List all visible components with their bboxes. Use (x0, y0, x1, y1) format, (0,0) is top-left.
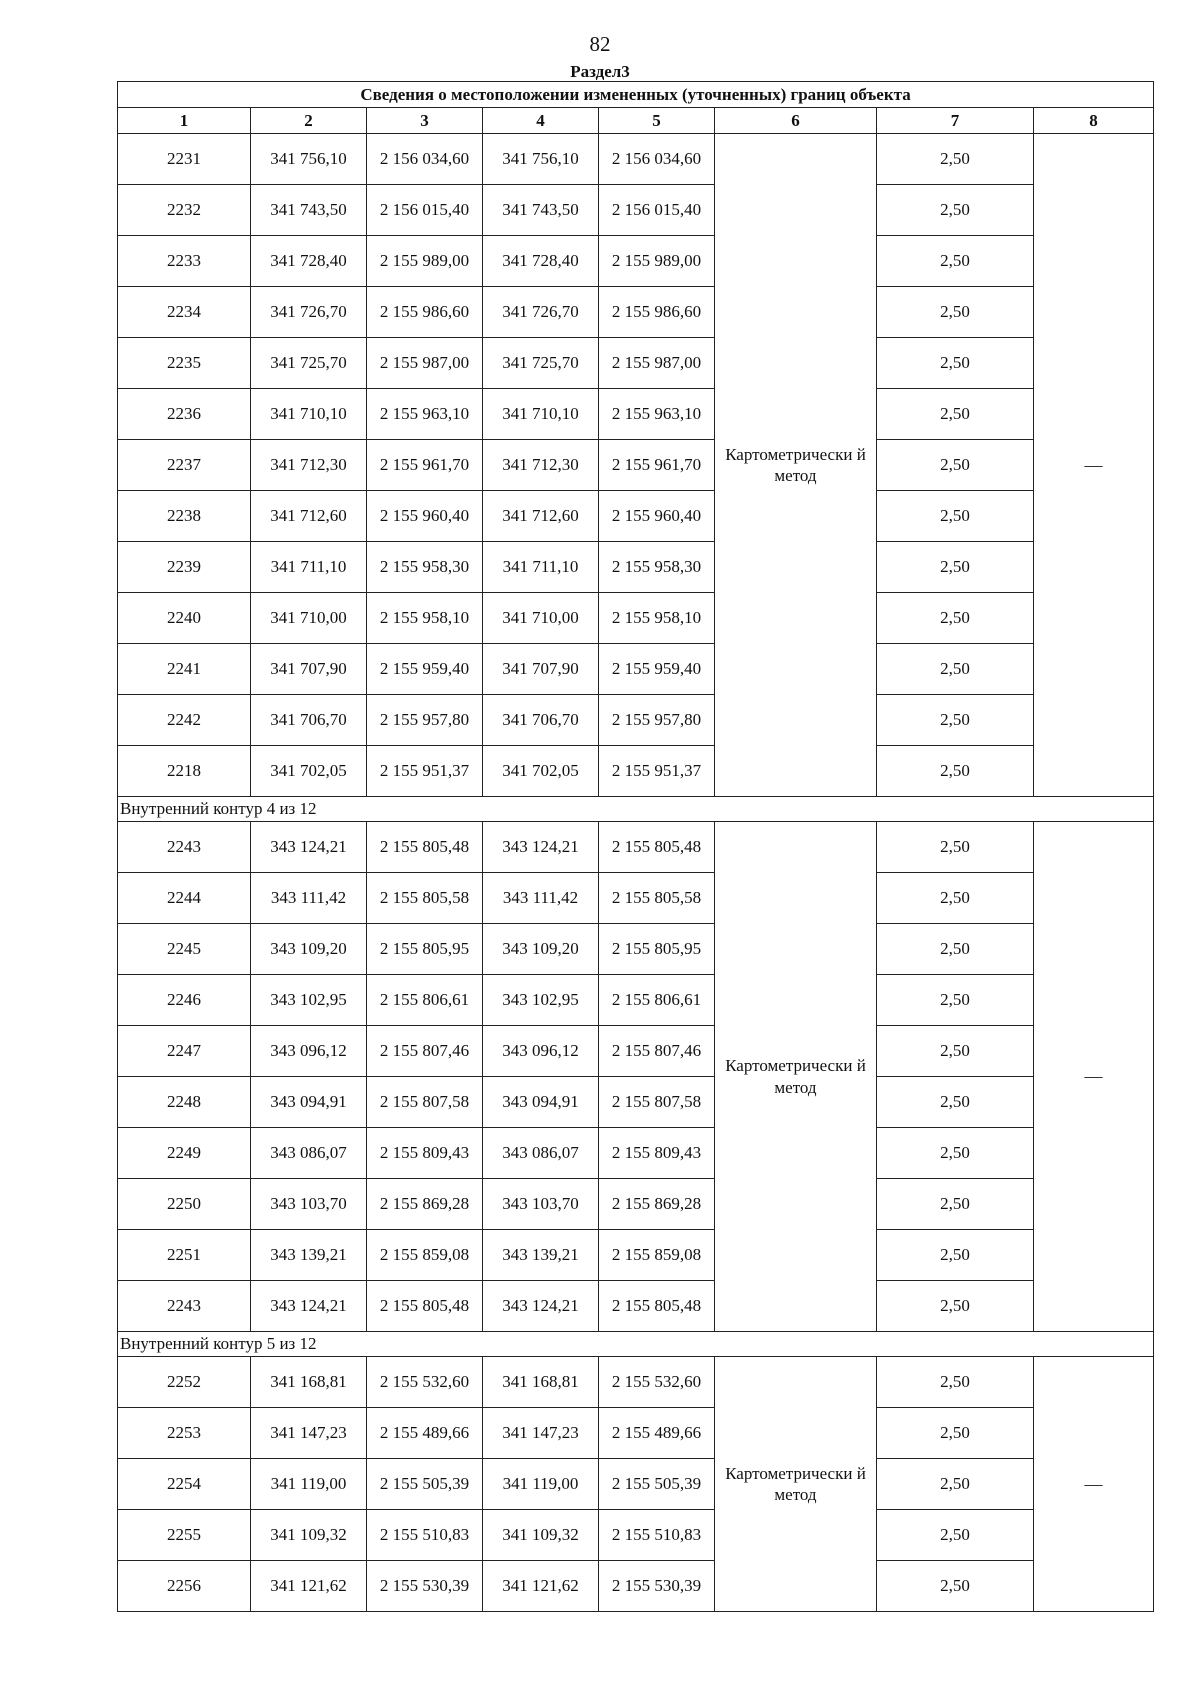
table-row (118, 1077, 1154, 1128)
column-8-cell: — (1034, 134, 1154, 797)
column-number: 7 (877, 108, 1034, 134)
y-coordinate: 2 156 015,40 (367, 185, 483, 236)
y-coordinate: 2 155 489,66 (367, 1408, 483, 1459)
x-coordinate-refined: 343 139,21 (483, 1230, 599, 1281)
method-cell: Картометрически й метод (715, 1357, 877, 1612)
column-number: 3 (367, 108, 483, 134)
x-coordinate: 341 743,50 (251, 185, 367, 236)
y-coordinate-refined: 2 155 809,43 (599, 1128, 715, 1179)
contour-title: Внутренний контур 5 из 12 (118, 1332, 1154, 1357)
y-coordinate-refined: 2 155 958,10 (599, 593, 715, 644)
accuracy-value: 2,50 (877, 1077, 1034, 1128)
y-coordinate-refined: 2 155 951,37 (599, 746, 715, 797)
x-coordinate: 343 124,21 (251, 822, 367, 873)
accuracy-value: 2,50 (877, 695, 1034, 746)
point-number: 2251 (118, 1230, 251, 1281)
x-coordinate-refined: 341 702,05 (483, 746, 599, 797)
column-number: 2 (251, 108, 367, 134)
contour-header-row (118, 1332, 1154, 1357)
column-number: 1 (118, 108, 251, 134)
column-number: 4 (483, 108, 599, 134)
point-number: 2234 (118, 287, 251, 338)
x-coordinate-refined: 341 711,10 (483, 542, 599, 593)
x-coordinate: 341 756,10 (251, 134, 367, 185)
accuracy-value: 2,50 (877, 338, 1034, 389)
x-coordinate: 341 109,32 (251, 1510, 367, 1561)
x-coordinate: 341 119,00 (251, 1459, 367, 1510)
x-coordinate-refined: 341 119,00 (483, 1459, 599, 1510)
x-coordinate-refined: 341 743,50 (483, 185, 599, 236)
y-coordinate: 2 155 951,37 (367, 746, 483, 797)
y-coordinate: 2 155 989,00 (367, 236, 483, 287)
point-number: 2247 (118, 1026, 251, 1077)
y-coordinate-refined: 2 156 034,60 (599, 134, 715, 185)
y-coordinate-refined: 2 155 806,61 (599, 975, 715, 1026)
y-coordinate: 2 155 958,10 (367, 593, 483, 644)
x-coordinate-refined: 341 147,23 (483, 1408, 599, 1459)
y-coordinate-refined: 2 155 986,60 (599, 287, 715, 338)
x-coordinate: 341 147,23 (251, 1408, 367, 1459)
accuracy-value: 2,50 (877, 134, 1034, 185)
x-coordinate-refined: 341 726,70 (483, 287, 599, 338)
x-coordinate: 343 109,20 (251, 924, 367, 975)
point-number: 2244 (118, 873, 251, 924)
contour-header-row (118, 797, 1154, 822)
table-row (118, 134, 1154, 185)
accuracy-value: 2,50 (877, 1408, 1034, 1459)
y-coordinate-refined: 2 155 960,40 (599, 491, 715, 542)
point-number: 2239 (118, 542, 251, 593)
y-coordinate: 2 155 963,10 (367, 389, 483, 440)
point-number: 2235 (118, 338, 251, 389)
point-number: 2237 (118, 440, 251, 491)
column-number: 6 (715, 108, 877, 134)
point-number: 2218 (118, 746, 251, 797)
x-coordinate-refined: 341 109,32 (483, 1510, 599, 1561)
table-row (118, 1281, 1154, 1332)
point-number: 2231 (118, 134, 251, 185)
x-coordinate-refined: 341 728,40 (483, 236, 599, 287)
point-number: 2249 (118, 1128, 251, 1179)
table-row (118, 389, 1154, 440)
y-coordinate-refined: 2 155 805,48 (599, 822, 715, 873)
y-coordinate: 2 155 957,80 (367, 695, 483, 746)
page-number: 82 (589, 32, 611, 56)
x-coordinate: 343 103,70 (251, 1179, 367, 1230)
table-row (118, 542, 1154, 593)
x-coordinate: 341 726,70 (251, 287, 367, 338)
x-coordinate-refined: 341 756,10 (483, 134, 599, 185)
y-coordinate-refined: 2 155 805,95 (599, 924, 715, 975)
table-row (118, 287, 1154, 338)
table-row (118, 440, 1154, 491)
y-coordinate-refined: 2 155 869,28 (599, 1179, 715, 1230)
point-number: 2233 (118, 236, 251, 287)
column-8-cell: — (1034, 822, 1154, 1332)
table-row (118, 924, 1154, 975)
column-8-cell: — (1034, 1357, 1154, 1612)
x-coordinate: 343 094,91 (251, 1077, 367, 1128)
y-coordinate-refined: 2 155 505,39 (599, 1459, 715, 1510)
x-coordinate: 341 711,10 (251, 542, 367, 593)
x-coordinate: 341 702,05 (251, 746, 367, 797)
accuracy-value: 2,50 (877, 491, 1034, 542)
y-coordinate: 2 155 961,70 (367, 440, 483, 491)
table-row (118, 593, 1154, 644)
y-coordinate: 2 155 987,00 (367, 338, 483, 389)
y-coordinate: 2 155 869,28 (367, 1179, 483, 1230)
accuracy-value: 2,50 (877, 287, 1034, 338)
point-number: 2232 (118, 185, 251, 236)
x-coordinate: 343 139,21 (251, 1230, 367, 1281)
accuracy-value: 2,50 (877, 1357, 1034, 1408)
y-coordinate: 2 156 034,60 (367, 134, 483, 185)
table-row (118, 822, 1154, 873)
accuracy-value: 2,50 (877, 389, 1034, 440)
table-row (118, 975, 1154, 1026)
y-coordinate: 2 155 805,58 (367, 873, 483, 924)
point-number: 2243 (118, 822, 251, 873)
accuracy-value: 2,50 (877, 236, 1034, 287)
y-coordinate: 2 155 859,08 (367, 1230, 483, 1281)
table-row (118, 695, 1154, 746)
accuracy-value: 2,50 (877, 1128, 1034, 1179)
point-number: 2245 (118, 924, 251, 975)
y-coordinate: 2 155 532,60 (367, 1357, 483, 1408)
x-coordinate: 341 706,70 (251, 695, 367, 746)
y-coordinate-refined: 2 155 989,00 (599, 236, 715, 287)
x-coordinate: 341 707,90 (251, 644, 367, 695)
y-coordinate-refined: 2 155 987,00 (599, 338, 715, 389)
table-row (118, 644, 1154, 695)
y-coordinate: 2 155 806,61 (367, 975, 483, 1026)
y-coordinate: 2 155 807,46 (367, 1026, 483, 1077)
table-row (118, 1408, 1154, 1459)
accuracy-value: 2,50 (877, 924, 1034, 975)
point-number: 2254 (118, 1459, 251, 1510)
y-coordinate: 2 155 805,48 (367, 1281, 483, 1332)
y-coordinate-refined: 2 155 532,60 (599, 1357, 715, 1408)
accuracy-value: 2,50 (877, 1281, 1034, 1332)
y-coordinate: 2 155 807,58 (367, 1077, 483, 1128)
y-coordinate-refined: 2 155 957,80 (599, 695, 715, 746)
table-row (118, 1179, 1154, 1230)
x-coordinate: 343 086,07 (251, 1128, 367, 1179)
x-coordinate: 341 710,10 (251, 389, 367, 440)
accuracy-value: 2,50 (877, 822, 1034, 873)
y-coordinate: 2 155 959,40 (367, 644, 483, 695)
x-coordinate-refined: 343 094,91 (483, 1077, 599, 1128)
y-coordinate-refined: 2 155 807,46 (599, 1026, 715, 1077)
table-row (118, 1459, 1154, 1510)
table-row (118, 338, 1154, 389)
table-row (118, 185, 1154, 236)
table-row (118, 1026, 1154, 1077)
x-coordinate: 343 124,21 (251, 1281, 367, 1332)
accuracy-value: 2,50 (877, 542, 1034, 593)
x-coordinate-refined: 341 121,62 (483, 1561, 599, 1612)
method-cell: Картометрически й метод (715, 822, 877, 1332)
y-coordinate: 2 155 805,48 (367, 822, 483, 873)
accuracy-value: 2,50 (877, 1230, 1034, 1281)
y-coordinate-refined: 2 155 489,66 (599, 1408, 715, 1459)
y-coordinate-refined: 2 155 807,58 (599, 1077, 715, 1128)
accuracy-value: 2,50 (877, 644, 1034, 695)
accuracy-value: 2,50 (877, 440, 1034, 491)
y-coordinate-refined: 2 155 530,39 (599, 1561, 715, 1612)
method-cell: Картометрически й метод (715, 134, 877, 797)
x-coordinate: 341 710,00 (251, 593, 367, 644)
x-coordinate: 343 102,95 (251, 975, 367, 1026)
x-coordinate-refined: 343 096,12 (483, 1026, 599, 1077)
point-number: 2250 (118, 1179, 251, 1230)
x-coordinate-refined: 341 706,70 (483, 695, 599, 746)
x-coordinate: 341 725,70 (251, 338, 367, 389)
x-coordinate-refined: 343 111,42 (483, 873, 599, 924)
accuracy-value: 2,50 (877, 1510, 1034, 1561)
y-coordinate-refined: 2 155 959,40 (599, 644, 715, 695)
y-coordinate-refined: 2 155 805,58 (599, 873, 715, 924)
y-coordinate-refined: 2 155 805,48 (599, 1281, 715, 1332)
accuracy-value: 2,50 (877, 746, 1034, 797)
accuracy-value: 2,50 (877, 873, 1034, 924)
x-coordinate-refined: 341 710,10 (483, 389, 599, 440)
point-number: 2253 (118, 1408, 251, 1459)
y-coordinate: 2 155 986,60 (367, 287, 483, 338)
point-number: 2240 (118, 593, 251, 644)
y-coordinate-refined: 2 155 859,08 (599, 1230, 715, 1281)
column-number: 8 (1034, 108, 1154, 134)
table-row (118, 236, 1154, 287)
accuracy-value: 2,50 (877, 1026, 1034, 1077)
table-caption: Сведения о местоположении измененных (уточненных) границ объекта (118, 82, 1154, 108)
x-coordinate-refined: 343 103,70 (483, 1179, 599, 1230)
x-coordinate-refined: 343 102,95 (483, 975, 599, 1026)
table-row (118, 1561, 1154, 1612)
section-title: Раздел3 (570, 62, 630, 81)
point-number: 2256 (118, 1561, 251, 1612)
y-coordinate-refined: 2 155 961,70 (599, 440, 715, 491)
y-coordinate: 2 155 505,39 (367, 1459, 483, 1510)
point-number: 2255 (118, 1510, 251, 1561)
y-coordinate: 2 155 530,39 (367, 1561, 483, 1612)
x-coordinate: 341 168,81 (251, 1357, 367, 1408)
y-coordinate: 2 155 510,83 (367, 1510, 483, 1561)
point-number: 2238 (118, 491, 251, 542)
x-coordinate: 343 111,42 (251, 873, 367, 924)
x-coordinate-refined: 343 086,07 (483, 1128, 599, 1179)
point-number: 2248 (118, 1077, 251, 1128)
y-coordinate: 2 155 958,30 (367, 542, 483, 593)
table-row (118, 491, 1154, 542)
x-coordinate: 341 712,30 (251, 440, 367, 491)
x-coordinate: 341 712,60 (251, 491, 367, 542)
x-coordinate: 343 096,12 (251, 1026, 367, 1077)
point-number: 2242 (118, 695, 251, 746)
point-number: 2243 (118, 1281, 251, 1332)
contour-title: Внутренний контур 4 из 12 (118, 797, 1154, 822)
accuracy-value: 2,50 (877, 593, 1034, 644)
accuracy-value: 2,50 (877, 1459, 1034, 1510)
y-coordinate-refined: 2 156 015,40 (599, 185, 715, 236)
accuracy-value: 2,50 (877, 975, 1034, 1026)
point-number: 2246 (118, 975, 251, 1026)
x-coordinate-refined: 341 725,70 (483, 338, 599, 389)
point-number: 2252 (118, 1357, 251, 1408)
x-coordinate-refined: 343 124,21 (483, 822, 599, 873)
x-coordinate: 341 121,62 (251, 1561, 367, 1612)
table-row (118, 1510, 1154, 1561)
table-row (118, 746, 1154, 797)
table-row (118, 1357, 1154, 1408)
y-coordinate-refined: 2 155 963,10 (599, 389, 715, 440)
column-number-row (118, 108, 1154, 134)
point-number: 2241 (118, 644, 251, 695)
y-coordinate: 2 155 805,95 (367, 924, 483, 975)
y-coordinate-refined: 2 155 958,30 (599, 542, 715, 593)
x-coordinate-refined: 341 712,30 (483, 440, 599, 491)
accuracy-value: 2,50 (877, 1561, 1034, 1612)
accuracy-value: 2,50 (877, 1179, 1034, 1230)
y-coordinate: 2 155 809,43 (367, 1128, 483, 1179)
x-coordinate: 341 728,40 (251, 236, 367, 287)
y-coordinate: 2 155 960,40 (367, 491, 483, 542)
table-row (118, 873, 1154, 924)
x-coordinate-refined: 341 168,81 (483, 1357, 599, 1408)
x-coordinate-refined: 341 712,60 (483, 491, 599, 542)
table-row (118, 1128, 1154, 1179)
x-coordinate-refined: 341 707,90 (483, 644, 599, 695)
point-number: 2236 (118, 389, 251, 440)
x-coordinate-refined: 343 109,20 (483, 924, 599, 975)
column-number: 5 (599, 108, 715, 134)
x-coordinate-refined: 343 124,21 (483, 1281, 599, 1332)
boundary-table (117, 81, 1154, 1612)
y-coordinate-refined: 2 155 510,83 (599, 1510, 715, 1561)
table-row (118, 1230, 1154, 1281)
x-coordinate-refined: 341 710,00 (483, 593, 599, 644)
accuracy-value: 2,50 (877, 185, 1034, 236)
